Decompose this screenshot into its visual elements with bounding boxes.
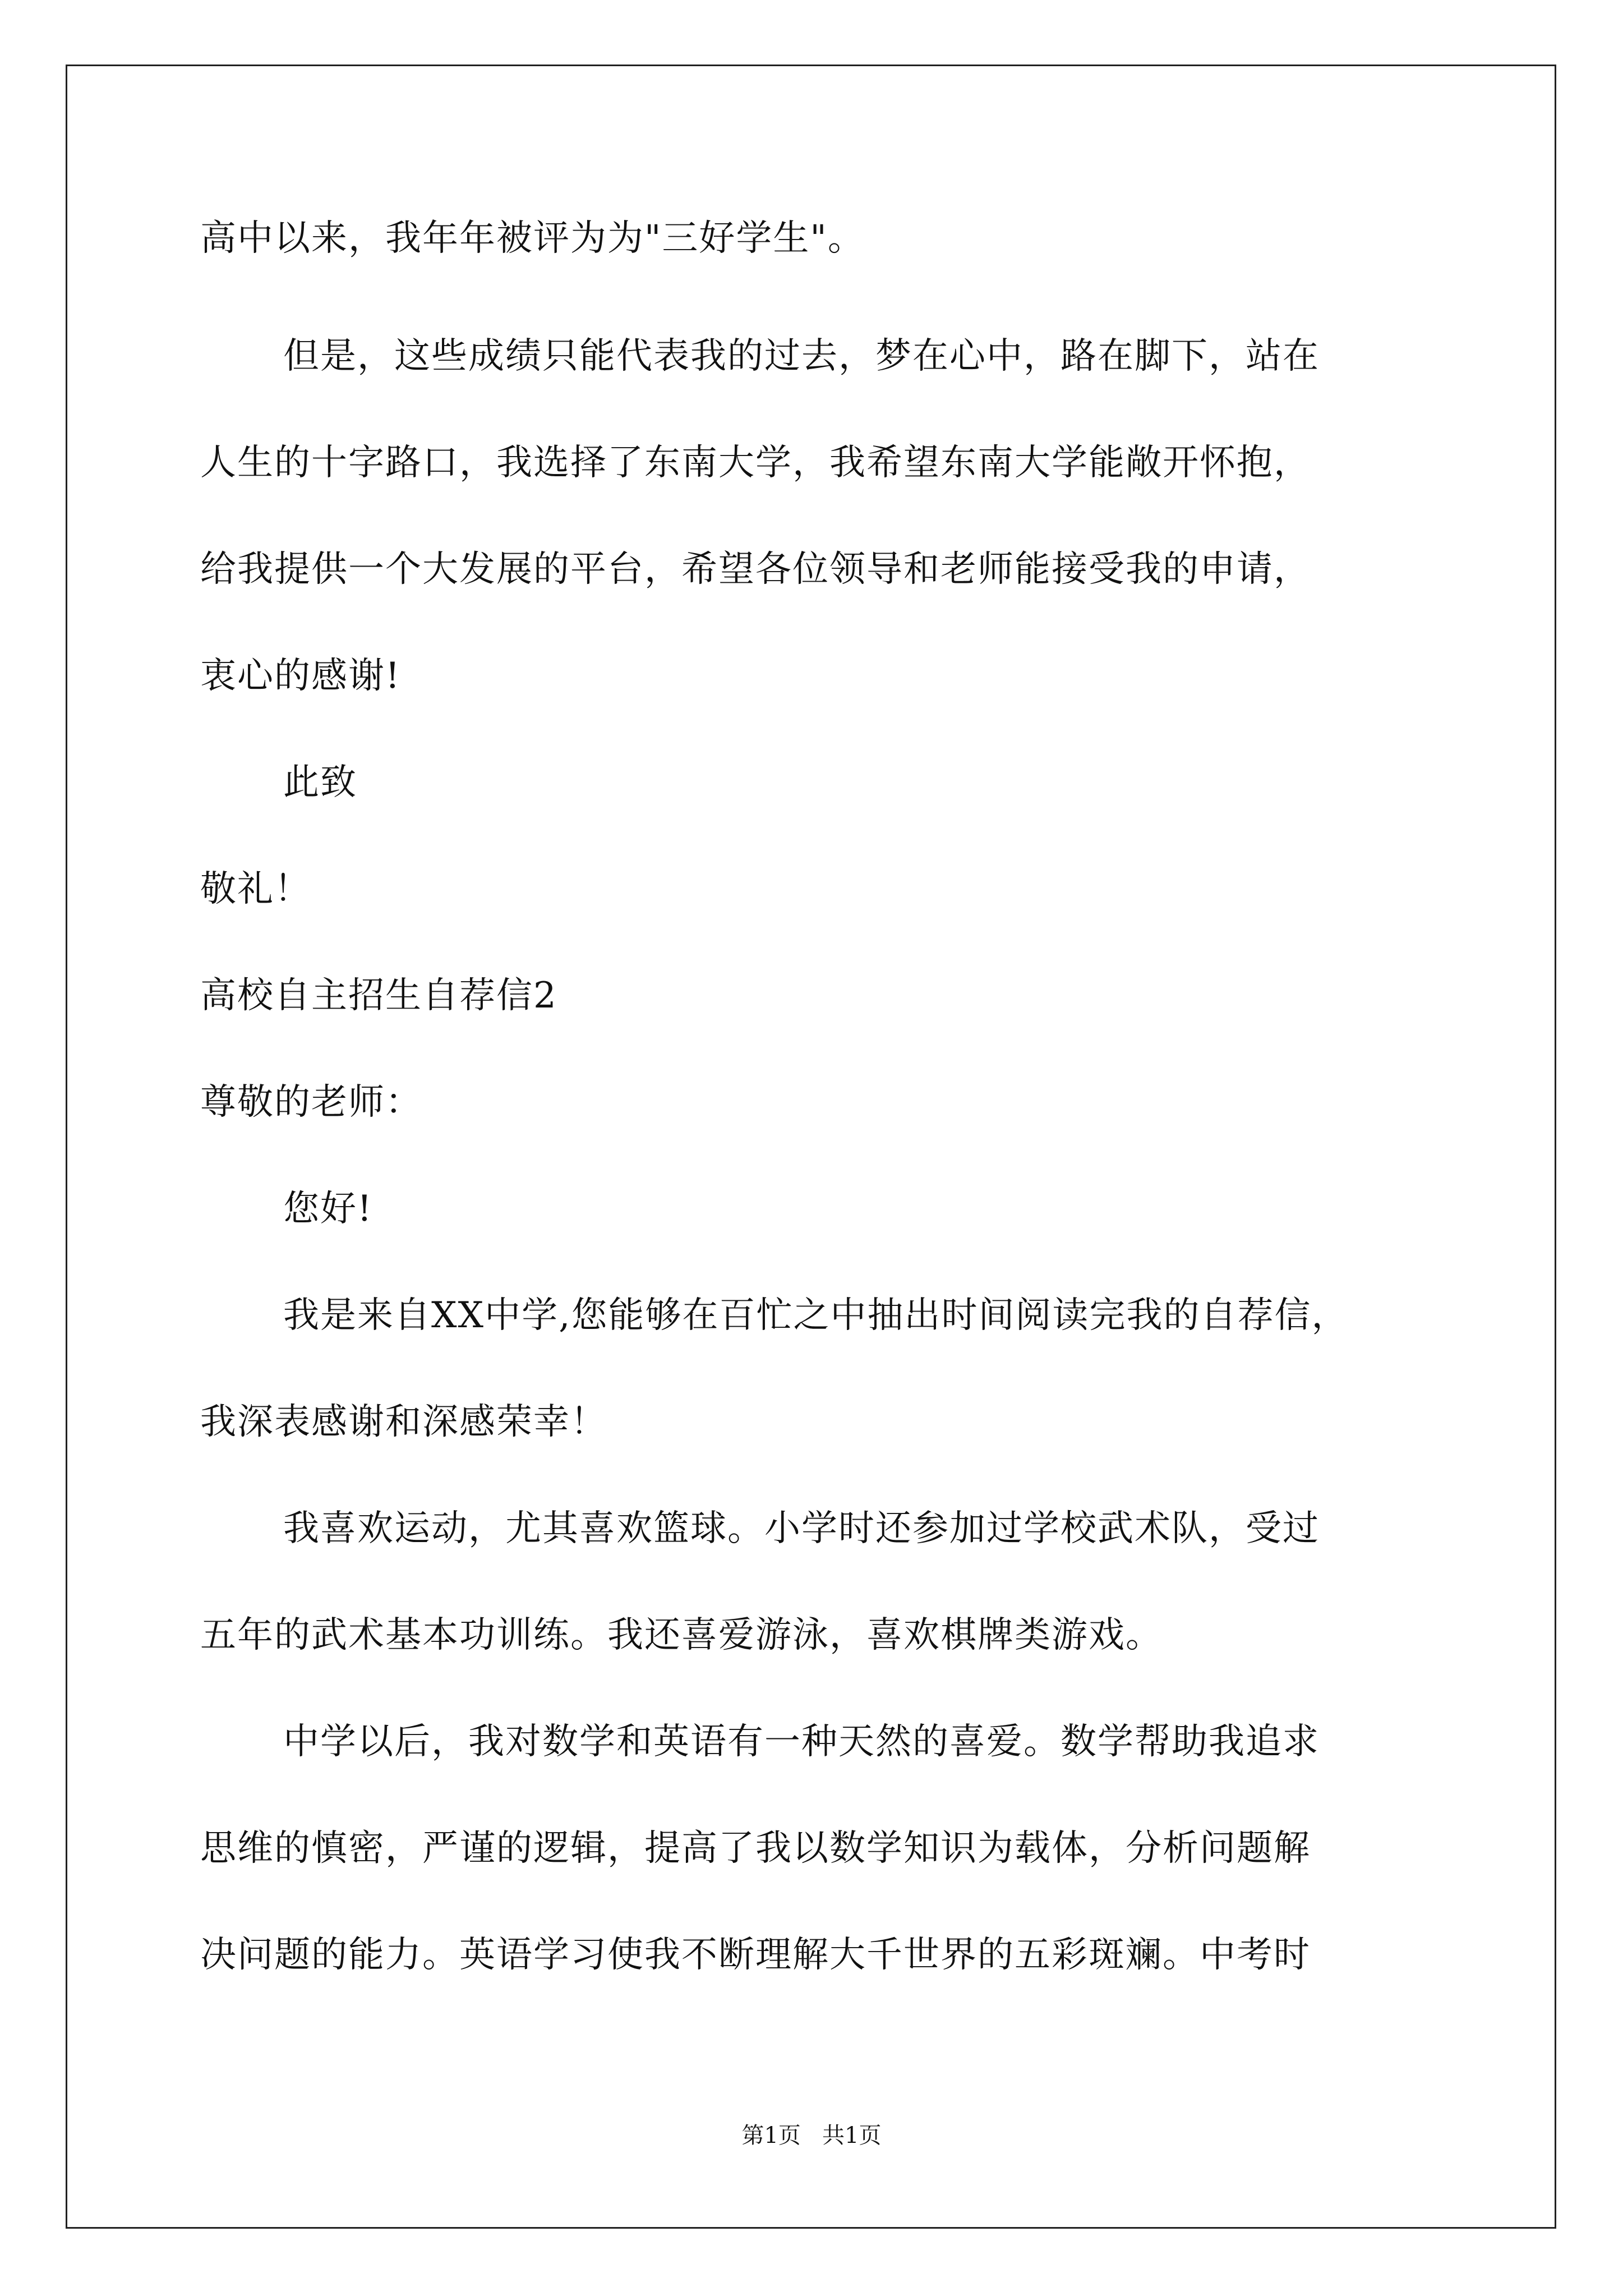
paragraph-line: 我喜欢运动，尤其喜欢篮球。小学时还参加过学校武术队，受过 xyxy=(283,1508,1320,1549)
greeting-recipient: 尊敬的老师： xyxy=(200,1082,422,1123)
paragraph-line: 五年的武术基本功训练。我还喜爱游泳，喜欢棋牌类游戏。 xyxy=(200,1614,1163,1656)
paragraph-line: 给我提供一个大发展的平台，希望各位领导和老师能接受我的申请， xyxy=(200,549,1311,590)
page-number-footer: 第1页 共1页 xyxy=(741,2123,882,2148)
closing-regards: 敬礼！ xyxy=(200,868,311,910)
paragraph-line: 我是来自XX中学,您能够在百忙之中抽出时间阅读完我的自荐信， xyxy=(283,1295,1349,1336)
closing-salutation: 此致 xyxy=(283,762,357,803)
paragraph-line: 衷心的感谢! xyxy=(200,655,401,697)
greeting: 您好! xyxy=(283,1188,373,1230)
paragraph-line: 我深表感谢和深感荣幸！ xyxy=(200,1401,607,1443)
paragraph-line: 决问题的能力。英语学习使我不断理解大千世界的五彩斑斓。中考时 xyxy=(200,1934,1311,1976)
page-border xyxy=(66,65,1556,2229)
letter-title: 高校自主招生自荐信2 xyxy=(200,975,557,1016)
paragraph-line: 高中以来，我年年被评为为"三好学生"。 xyxy=(200,218,865,259)
paragraph-line: 但是，这些成绩只能代表我的过去，梦在心中，路在脚下，站在 xyxy=(283,335,1320,377)
paragraph-line: 思维的慎密，严谨的逻辑，提高了我以数学知识为载体，分析问题解 xyxy=(200,1828,1311,1869)
paragraph-line: 人生的十字路口，我选择了东南大学，我希望东南大学能敞开怀抱， xyxy=(200,442,1311,484)
paragraph-line: 中学以后，我对数学和英语有一种天然的喜爱。数学帮助我追求 xyxy=(283,1721,1320,1763)
